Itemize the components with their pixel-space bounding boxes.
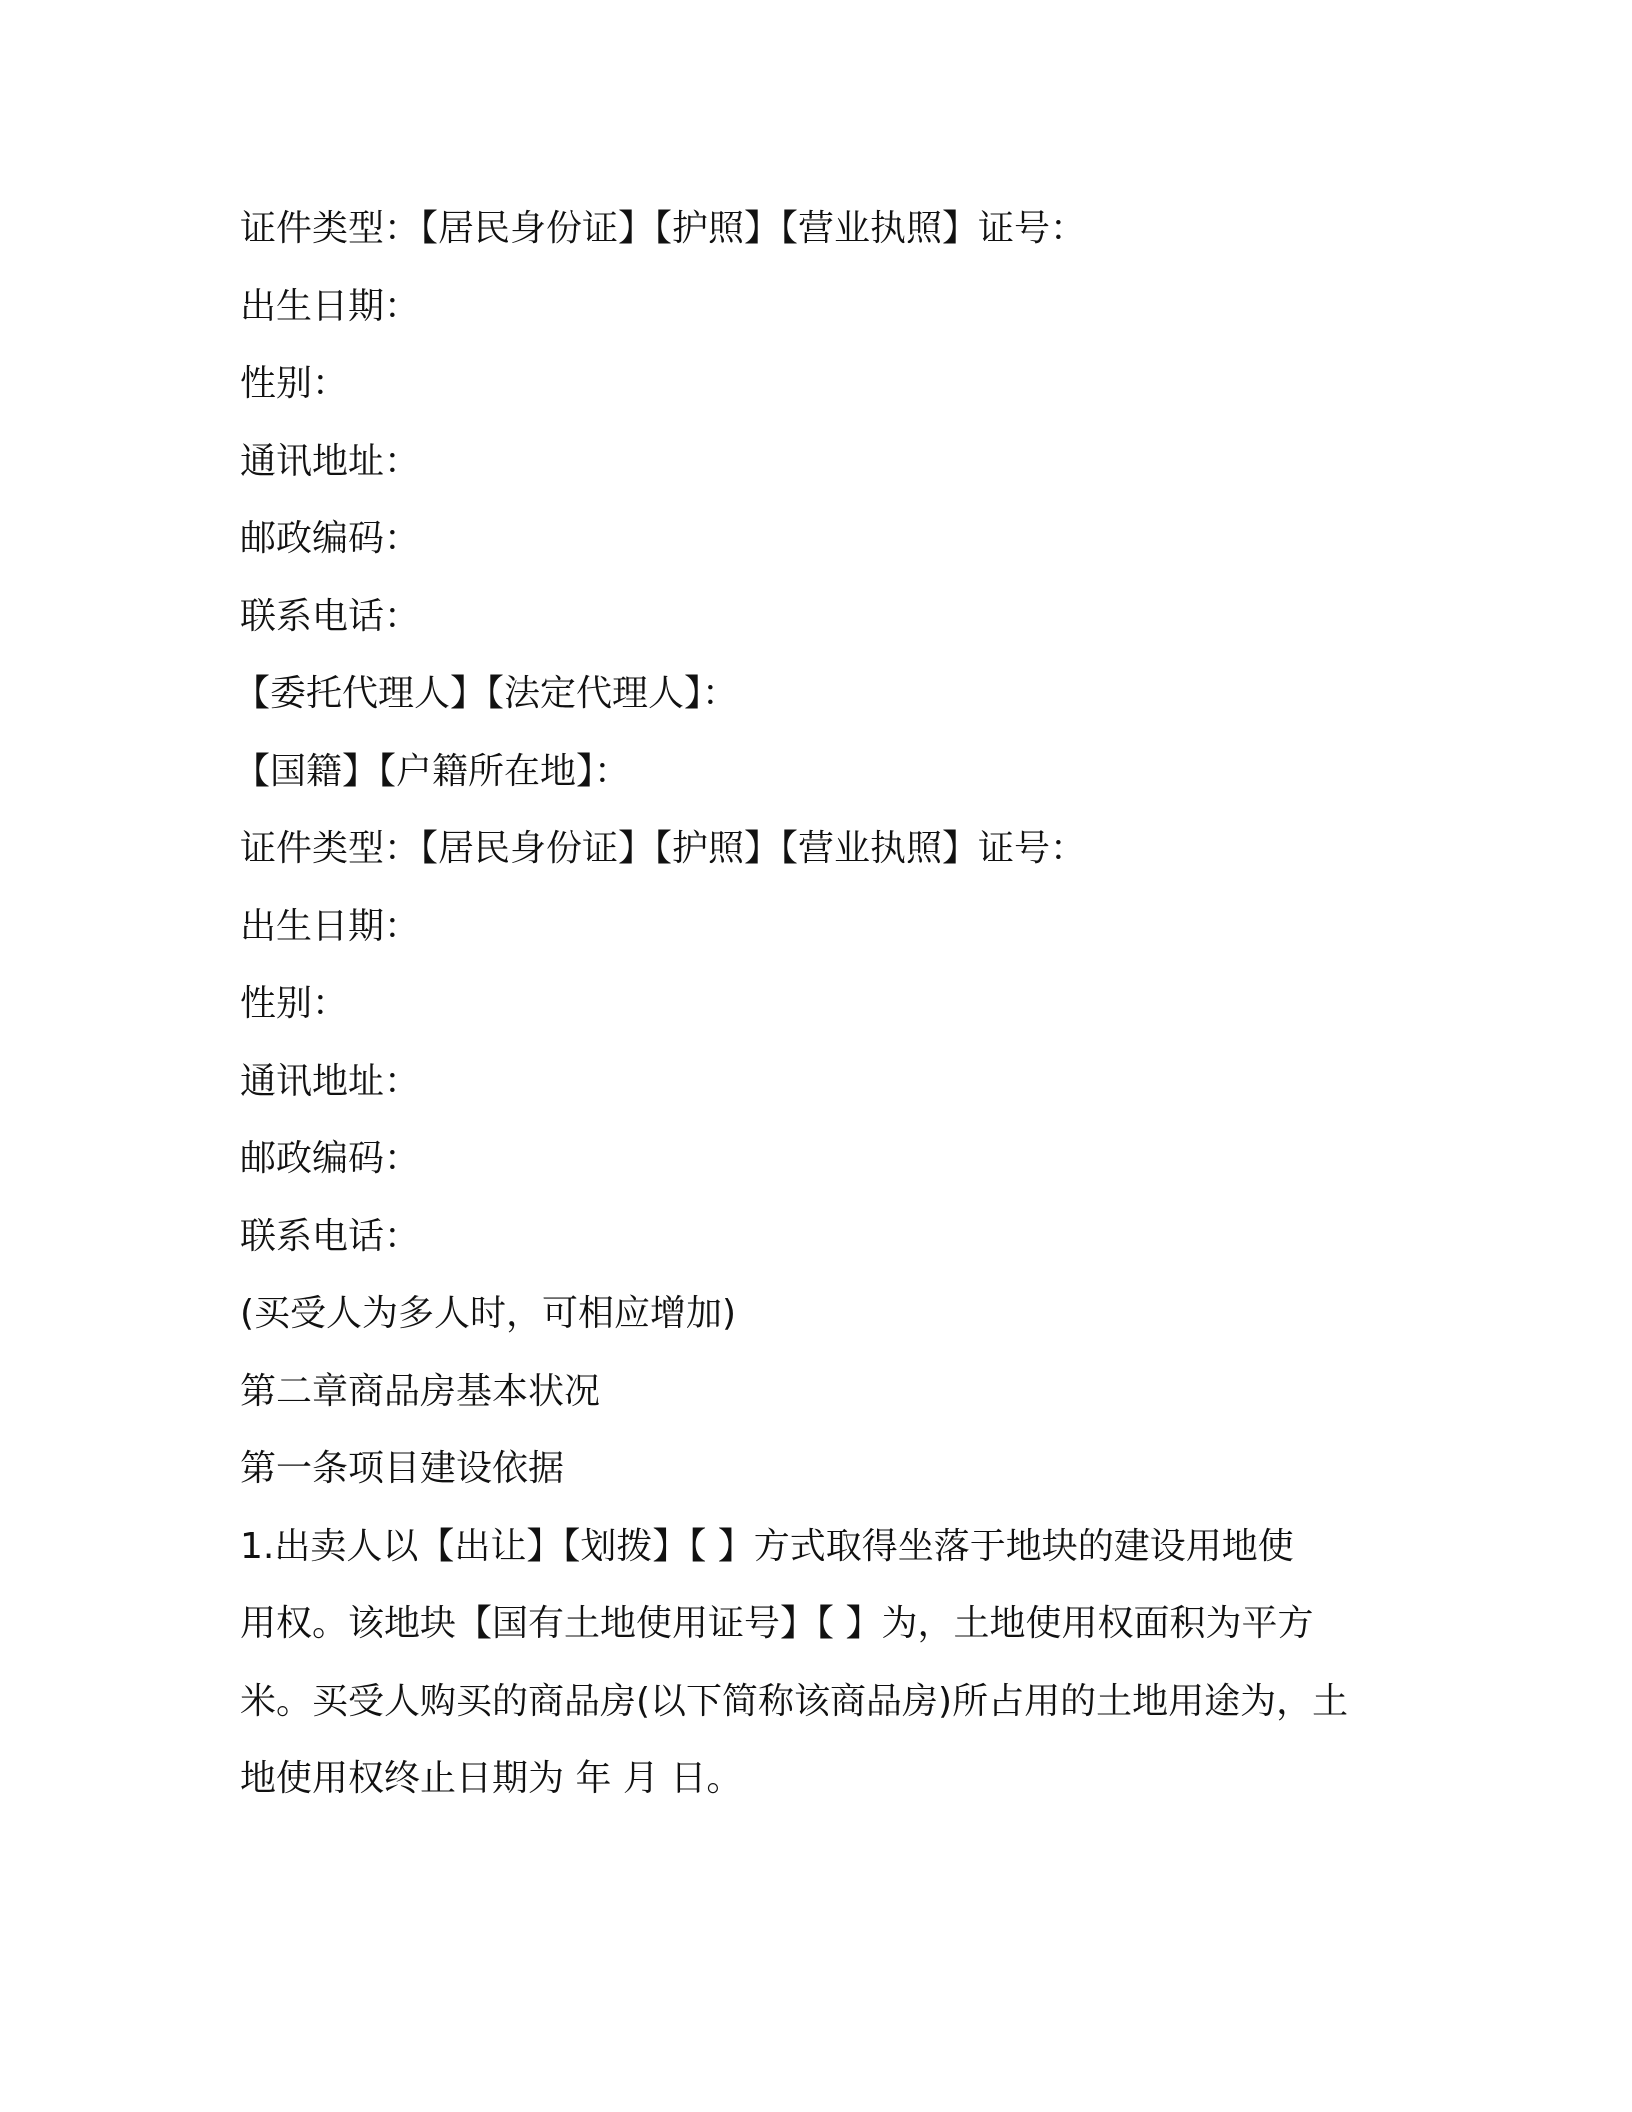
paragraph-line: 1.出卖人以【出让】【划拨】【 】方式取得坐落于地块的建设用地使: [240, 1525, 1294, 1567]
multiple-buyers-note: (买受人为多人时，可相应增加): [240, 1293, 737, 1334]
paragraph-line: 地使用权终止日期为 年 月 日。: [240, 1758, 743, 1799]
agent-birth-date-line: 出生日期：: [240, 905, 421, 947]
gender-line: 性别：: [240, 363, 349, 404]
postal-code-line: 邮政编码：: [240, 518, 421, 559]
article-title: 第一条项目建设依据: [240, 1448, 565, 1489]
agent-type-line: 【委托代理人】【法定代理人】：: [234, 673, 739, 714]
agent-phone-line: 联系电话：: [240, 1215, 421, 1257]
nationality-line: 【国籍】【户籍所在地】：: [234, 750, 631, 792]
phone-line: 联系电话：: [240, 595, 421, 637]
agent-gender-line: 性别：: [240, 983, 349, 1024]
agent-id-type-line: 证件类型：【居民身份证】【护照】【营业执照】证号：: [240, 828, 1087, 869]
id-type-line: 证件类型：【居民身份证】【护照】【营业执照】证号：: [240, 208, 1087, 249]
address-line: 通讯地址：: [240, 440, 421, 482]
paragraph-line: 米。买受人购买的商品房(以下简称该商品房)所占用的土地用途为，土: [240, 1680, 1349, 1722]
paragraph-line: 用权。该地块【国有土地使用证号】【 】为，土地使用权面积为平方: [240, 1603, 1314, 1644]
project-basis-paragraph: [240, 1508, 1390, 1818]
document-body: [234, 190, 1390, 1818]
agent-postal-code-line: 邮政编码：: [240, 1138, 421, 1179]
chapter-title: 第二章商品房基本状况: [240, 1370, 601, 1412]
agent-address-line: 通讯地址：: [240, 1060, 421, 1102]
birth-date-line: 出生日期：: [240, 285, 421, 327]
